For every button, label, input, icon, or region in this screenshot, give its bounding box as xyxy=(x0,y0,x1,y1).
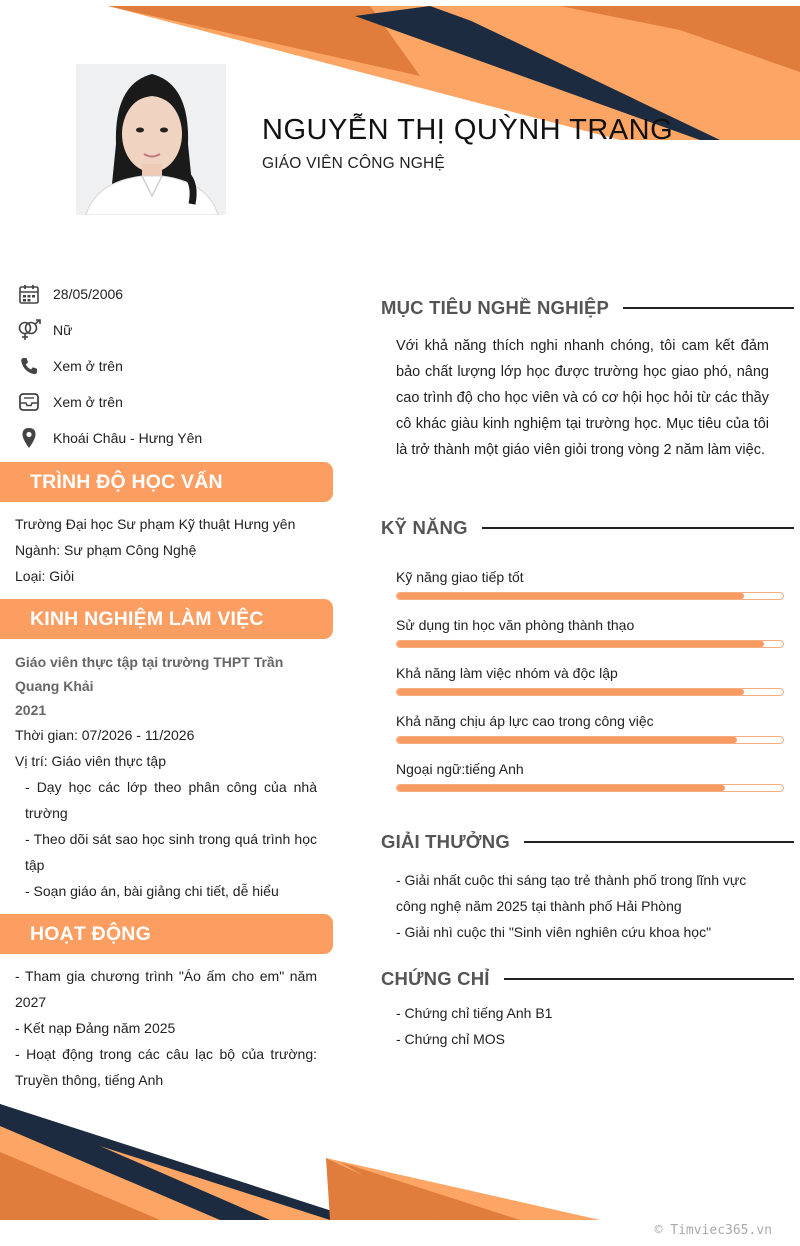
skill-item xyxy=(396,566,784,600)
awards-heading xyxy=(381,829,794,855)
avatar-icon xyxy=(76,64,226,215)
contact-email xyxy=(16,388,326,416)
divider xyxy=(482,527,794,529)
skills-heading xyxy=(381,515,794,541)
gender-text: Nữ xyxy=(53,322,73,338)
phone-text: Xem ở trên xyxy=(53,358,123,374)
experience-period: Thời gian: 07/2026 - 11/2026 xyxy=(15,727,195,743)
experience-header: KINH NGHIỆM LÀM VIỆC xyxy=(0,599,333,639)
certificates-heading xyxy=(381,966,794,992)
skill-bar-fill xyxy=(397,785,725,791)
education-grade: Loại: Giỏi xyxy=(15,568,75,584)
activities-section xyxy=(15,963,317,1093)
activity-item: - Tham gia chương trình "Áo ấm cho em" năm 2027 xyxy=(15,968,317,1010)
skill-bar xyxy=(396,592,784,600)
skill-bar-fill xyxy=(397,689,744,695)
awards-title: GIẢI THƯỞNG xyxy=(381,831,510,852)
education-header: TRÌNH ĐỘ HỌC VẤN xyxy=(0,462,333,502)
watermark: © Timviec365.vn xyxy=(654,1223,772,1238)
education-school: Trường Đại học Sư phạm Kỹ thuật Hưng yên xyxy=(15,516,296,532)
birthdate-text: 28/05/2006 xyxy=(53,286,124,302)
skill-bar xyxy=(396,688,784,696)
activities-header: HOẠT ĐỘNG xyxy=(0,914,333,954)
objective-text: Với khả năng thích nghi nhanh chóng, tôi cam kết đảm bảo chất lượng lớp học được trường học giao phó, nâng cao trình độ cho học viên và có cơ hội học hỏi từ các thầy cô khác giàu kinh nghiệm tại trường học. Mục tiêu của tôi là trở thành một giáo viên giỏi trong vòng 2 năm làm việc. xyxy=(396,338,769,458)
certificate-item: - Chứng chỉ tiếng Anh B1 xyxy=(396,1005,553,1021)
experience-bullet: - Dạy học các lớp theo phân công của nhà trường xyxy=(25,779,317,821)
award-item: - Giải nhất cuộc thi sáng tạo trẻ thành phố trong lĩnh vực công nghệ năm 2025 tại thành phố Hải Phòng xyxy=(396,872,747,914)
skill-bar xyxy=(396,784,784,792)
contact-birthdate xyxy=(16,280,326,308)
location-text: Khoái Châu - Hưng Yên xyxy=(53,430,203,446)
contact-gender xyxy=(16,316,326,344)
skill-label: Sử dụng tin học văn phòng thành thạo xyxy=(396,617,635,633)
skill-label: Kỹ năng giao tiếp tốt xyxy=(396,569,524,585)
divider xyxy=(623,307,794,309)
skill-bar-fill xyxy=(397,737,737,743)
experience-role-heading: Giáo viên thực tập tại trường THPT Trần Quang Khải xyxy=(15,654,284,694)
email-text: Xem ở trên xyxy=(53,394,123,410)
calendar-icon xyxy=(16,281,42,307)
activity-item: - Hoạt động trong các câu lạc bộ của trường: Truyền thông, tiếng Anh xyxy=(15,1046,317,1088)
candidate-name: NGUYỄN THỊ QUỲNH TRANG xyxy=(262,114,674,146)
awards-section xyxy=(396,867,774,945)
award-item: - Giải nhì cuộc thi "Sinh viên nghiên cứu khoa học" xyxy=(396,924,712,940)
divider xyxy=(524,841,794,843)
skill-item xyxy=(396,710,784,744)
divider xyxy=(504,978,794,980)
email-icon xyxy=(16,389,42,415)
objective-heading xyxy=(381,295,794,321)
experience-bullet: - Soạn giáo án, bài giảng chi tiết, dễ hiểu xyxy=(25,883,279,899)
objective-title: MỤC TIÊU NGHỀ NGHIỆP xyxy=(381,297,610,318)
certificate-item: - Chứng chỉ MOS xyxy=(396,1031,505,1047)
experience-bullet: - Theo dõi sát sao học sinh trong quá trình học tập xyxy=(25,831,317,873)
skill-label: Ngoại ngữ:tiếng Anh xyxy=(396,761,524,777)
skill-item xyxy=(396,662,784,696)
skill-item xyxy=(396,614,784,648)
gender-icon xyxy=(16,317,42,343)
skills-title: KỸ NĂNG xyxy=(381,517,468,538)
activity-item: - Kết nạp Đảng năm 2025 xyxy=(15,1020,176,1036)
education-section xyxy=(15,511,317,589)
experience-section xyxy=(15,650,317,904)
phone-icon xyxy=(16,353,42,379)
experience-year: 2021 xyxy=(15,702,47,718)
certificates-title: CHỨNG CHỈ xyxy=(381,968,490,989)
skill-bar xyxy=(396,640,784,648)
education-major: Ngành: Sư phạm Công Nghệ xyxy=(15,542,197,558)
skill-bar xyxy=(396,736,784,744)
certificates-section xyxy=(396,1000,774,1052)
location-icon xyxy=(16,425,42,451)
contact-phone xyxy=(16,352,326,380)
skill-bar-fill xyxy=(397,641,764,647)
job-title: GIÁO VIÊN CÔNG NGHỆ xyxy=(262,155,445,172)
profile-photo xyxy=(76,64,226,215)
contact-location xyxy=(16,424,326,452)
skill-bar-fill xyxy=(397,593,744,599)
skill-item xyxy=(396,758,784,792)
skill-label: Khả năng chịu áp lực cao trong công việc xyxy=(396,713,654,729)
skill-label: Khả năng làm việc nhóm và độc lập xyxy=(396,665,618,681)
experience-position: Vị trí: Giáo viên thực tập xyxy=(15,753,166,769)
